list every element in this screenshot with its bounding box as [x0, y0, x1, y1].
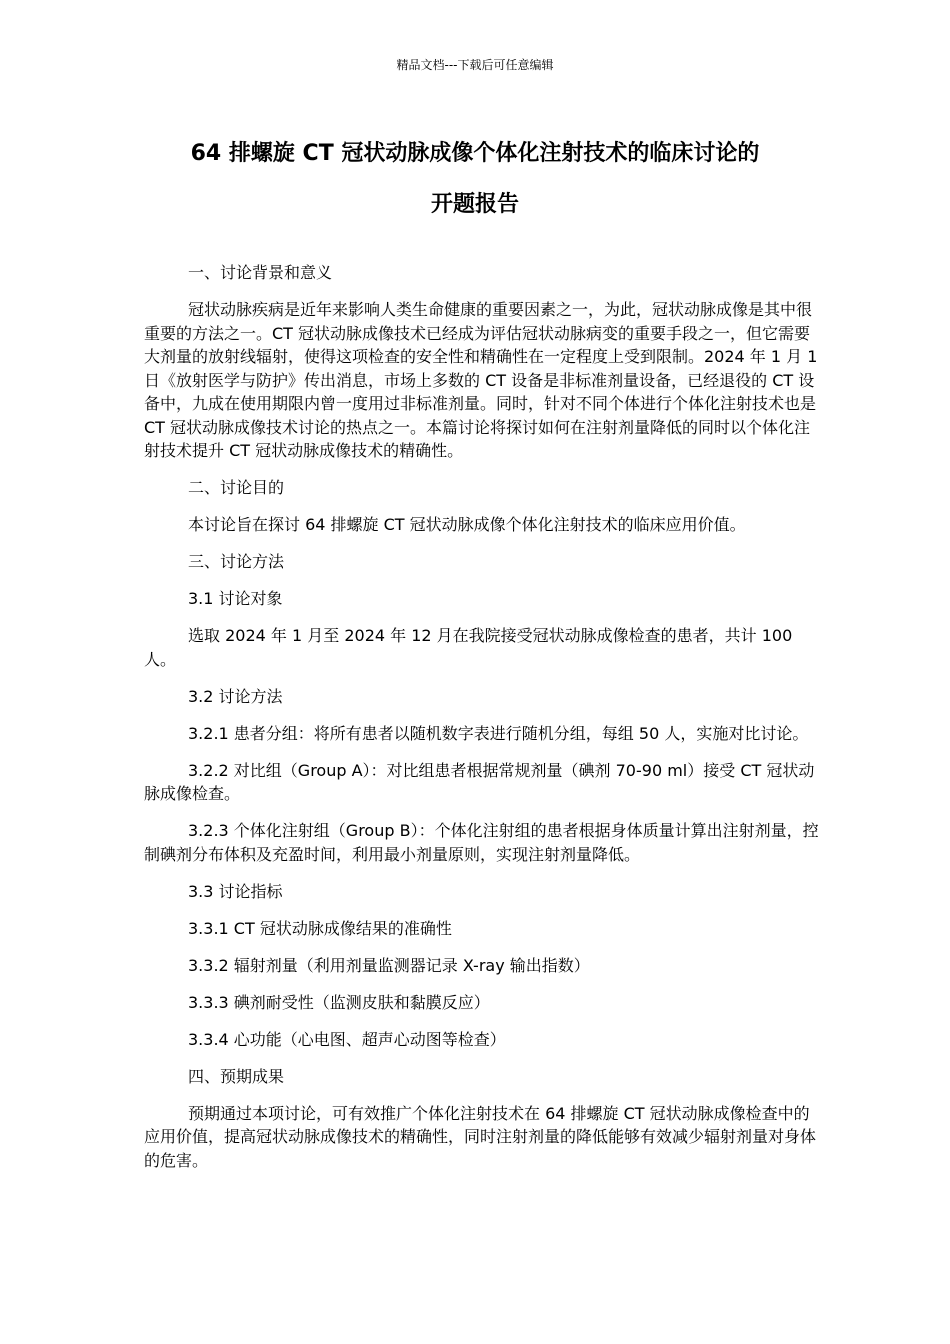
subsection-heading-methods: 3.2 讨论方法	[188, 686, 283, 706]
subsection-heading-subjects: 3.1 讨论对象	[188, 589, 283, 608]
paragraph-group-b: 3.2.3 个体化注射组（Group B）：个体化注射组的患者根据身体质量计算出注射剂量，控制碘剂分布体积及充盈时间，利用最小剂量原则，实现注射剂量降低。	[144, 821, 819, 864]
subsection-heading-indicators: 3.3 讨论指标	[188, 881, 283, 901]
document-title-line-1: 64 排螺旋 CT 冠状动脉成像个体化注射技术的临床讨论的	[190, 141, 760, 166]
document-title-line-2: 开题报告	[430, 192, 519, 217]
paragraph-background: 冠状动脉疾病是近年来影响人类生命健康的重要因素之一，为此，冠状动脉成像是其中很重要的方法之一。CT 冠状动脉成像技术已经成为评估冠状动脉病变的重要手段之一，但它需要大剂量的放射线辐射，使得这项检查的安全性和精确性在一定程度上受到限制。2024 年 1 月 1 日《放射医学与防护》传出消息，市场上多数的 CT 设备是非标准剂量设备，已经退役的 CT 设备中，九成在使用期限内曾一度用过非标准剂量。同时，针对不同个体进行个体化注射技术也是 CT 冠状动脉成像技术讨论的热点之一。本篇讨论将探讨如何在注射剂量降低的同时以个体化注射技术提升 CT 冠状动脉成像技术的精确性。	[144, 300, 818, 460]
section-heading-background: 一、讨论背景和意义	[188, 263, 333, 282]
paragraph-outcomes: 预期通过本项讨论，可有效推广个体化注射技术在 64 排螺旋 CT 冠状动脉成像检查中的应用价值，提高冠状动脉成像技术的精确性，同时注射剂量的降低能够有效减少辐射剂量对身体的危害。	[144, 1103, 817, 1170]
document-body	[144, 261, 820, 1186]
section-heading-purpose: 二、讨论目的	[188, 478, 285, 497]
section-heading-methods: 三、讨论方法	[188, 552, 285, 571]
indicator-tolerance: 3.3.3 碘剂耐受性（监测皮肤和黏膜反应）	[188, 992, 490, 1012]
indicator-accuracy: 3.3.1 CT 冠状动脉成像结果的准确性	[188, 918, 452, 938]
indicator-cardiac: 3.3.4 心功能（心电图、超声心动图等检查）	[188, 1029, 506, 1049]
paragraph-grouping: 3.2.1 患者分组：将所有患者以随机数字表进行随机分组，每组 50 人，实施对比讨论。	[188, 723, 809, 743]
paragraph-purpose: 本讨论旨在探讨 64 排螺旋 CT 冠状动脉成像个体化注射技术的临床应用价值。	[188, 515, 746, 534]
section-heading-outcomes: 四、预期成果	[188, 1066, 285, 1086]
indicator-radiation: 3.3.2 辐射剂量（利用剂量监测器记录 X-ray 输出指数）	[188, 955, 590, 975]
paragraph-subjects: 选取 2024 年 1 月至 2024 年 12 月在我院接受冠状动脉成像检查的患者，共计 100 人。	[144, 626, 793, 669]
paragraph-group-a: 3.2.2 对比组（Group A）：对比组患者根据常规剂量（碘剂 70-90 ml）接受 CT 冠状动脉成像检查。	[144, 760, 815, 803]
page-header: 精品文档---下载后可任意编辑	[396, 58, 554, 72]
